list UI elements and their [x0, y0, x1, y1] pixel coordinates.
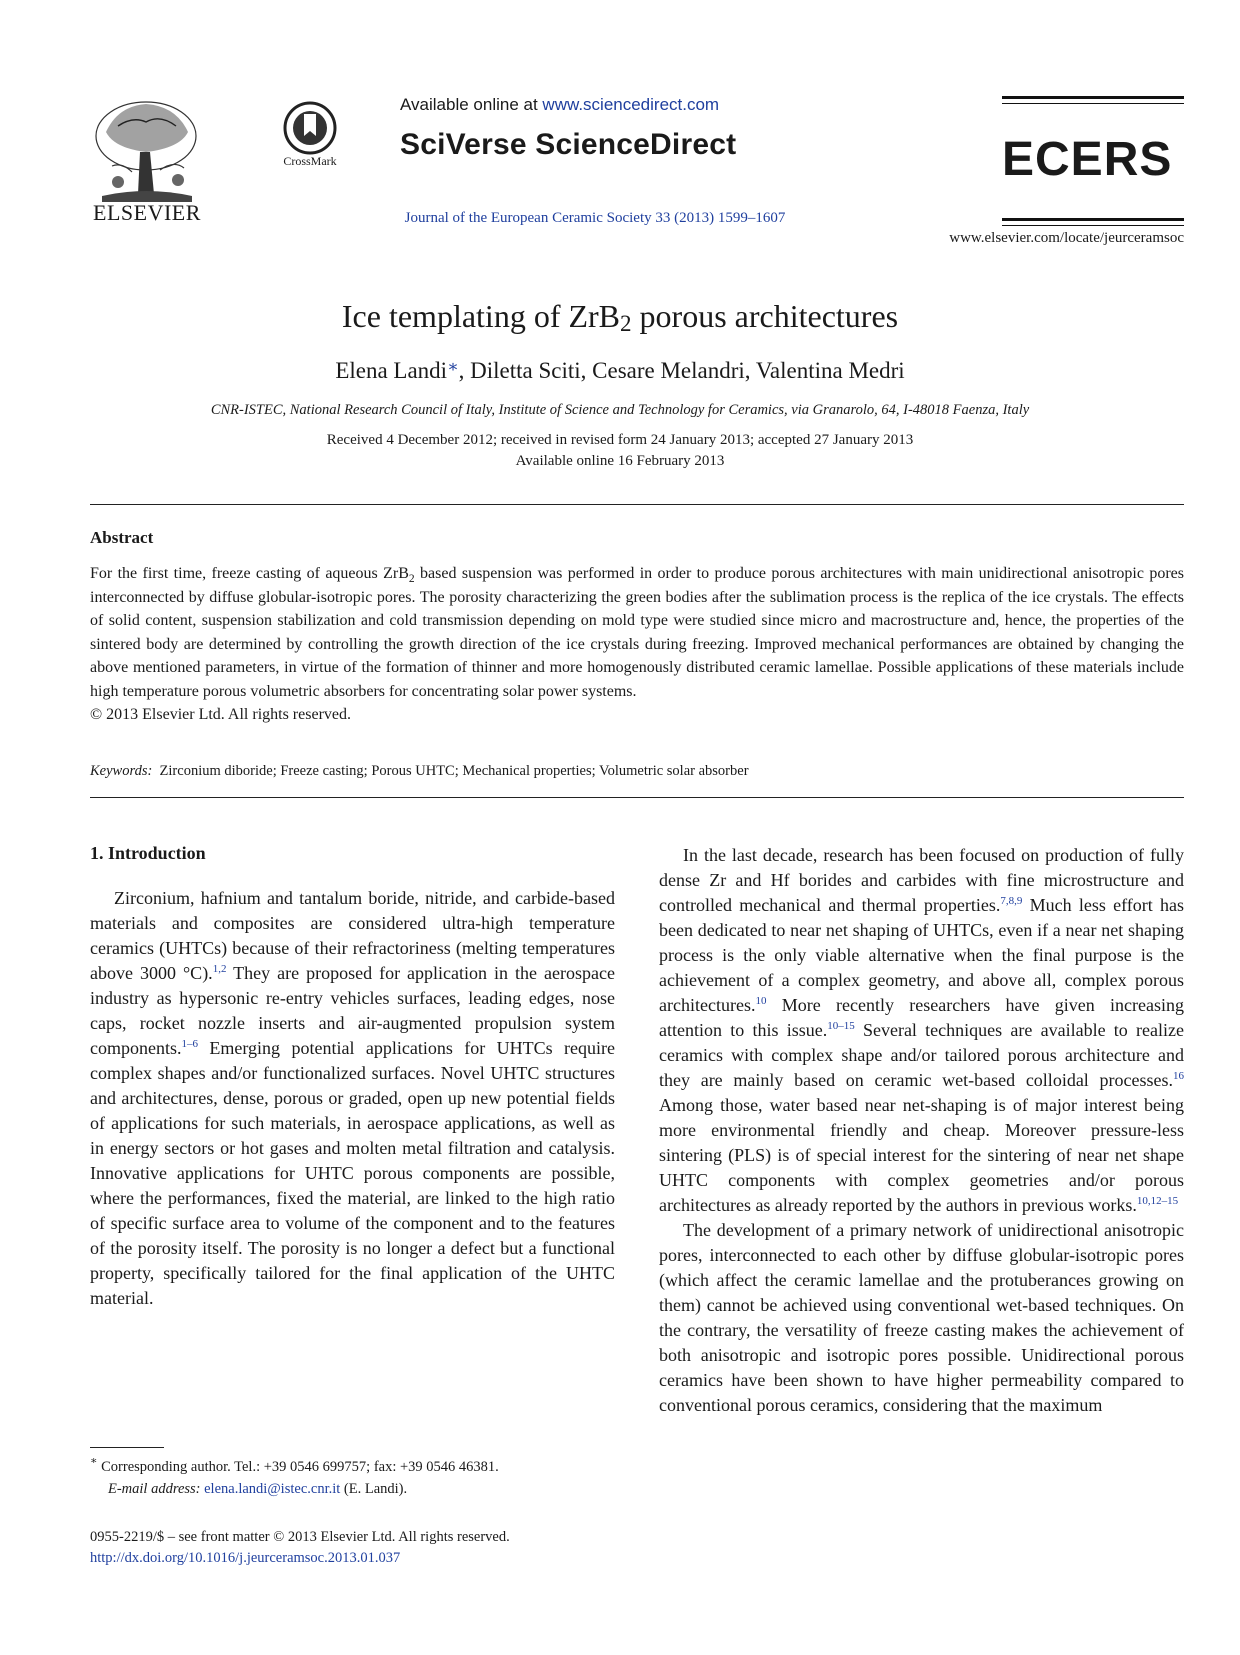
sciencedirect-link[interactable]: www.sciencedirect.com [542, 95, 720, 114]
intro-paragraph-1: Zirconium, hafnium and tantalum boride, nitride, and carbide-based materials and composites are considered ultra-high temperature ceramics (UHTCs) because of their refractoriness (melting temperatures above 3000 °C).$^{1,2}$ They are proposed for application in the aerospace industry as hypersonic re-entry vehicles surfaces, leading edges, nose caps, rocket nozzle inserts and air-augmented propulsion system components.$^{1-6}$ Emerging potential applications for UHTCs require complex shapes and/or functionalized surfaces. Novel UHTC structures and architectures, dense, porous or graded, open up new potential fields of applications for such materials, in aerospace applications, as well as in energy sectors or hot gases and molten metal filtration and catalysis. Innovative applications for UHTC porous components are possible, where the performances, fixed the material, are linked to the high ratio of specific surface area to volume of the component and to the features of the porosity itself. The porosity is no longer a defect but a functional property, specifically tailored for the final application of the UHTC material. [90, 888, 615, 1308]
left-column [90, 886, 615, 1311]
email-label: E-mail address: [108, 1481, 201, 1497]
title-prefix: Ice templating of ZrB [341, 298, 621, 334]
author-email-link[interactable]: elena.landi@istec.cnr.it [204, 1481, 341, 1497]
doi-link[interactable]: http://dx.doi.org/10.1016/j.jeurceramsoc.2013.01.037 [90, 1550, 401, 1566]
email-suffix: (E. Landi). [340, 1481, 408, 1497]
citation-link[interactable]: 7,8,9 [1000, 895, 1023, 907]
issn-line: 0955-2219/$ – see front matter © 2013 Elsevier Ltd. All rights reserved. [90, 1529, 510, 1545]
section-heading-introduction: 1. Introduction [90, 843, 206, 863]
citation-link[interactable]: 10 [755, 995, 767, 1007]
citation-link[interactable]: 1–6 [181, 1038, 198, 1050]
article-dates [100, 430, 1140, 472]
sciverse-sciencedirect-logo: SciVerse ScienceDirect [400, 128, 737, 161]
title-subscript: 2 [620, 310, 632, 336]
footnote-rule [90, 1447, 164, 1448]
citation-link[interactable]: 10–15 [827, 1020, 855, 1032]
citation-link[interactable]: 1,2 [212, 963, 227, 975]
keywords-label: Keywords: [90, 763, 153, 779]
keywords-list: Zirconium diboride; Freeze casting; Porous UHTC; Mechanical properties; Volumetric solar absorber [159, 763, 749, 779]
abstract-text: For the first time, freeze casting of aqueous ZrB$_2$ based suspension was performed in order to produce porous architectures with main unidirectional anisotropic pores interconnected by diffuse globular-isotropic pores. The porosity characterizing the green bodies after the sublimation process is the replica of the ice crystals. The effects of solid content, suspension stabilization and cold transmission depending on mold type were studied since micro and macrostructure and, hence, the properties of the sintered body are determined by controlling the growth direction of the ice crystals during freezing. Improved mechanical performances are obtained by changing the above mentioned parameters, in virtue of the formation of thinner and more homogenously distributed ceramic lamellae. Possible applications of these materials include high temperature porous volumetric absorbers for concentrating solar power systems. [90, 565, 1184, 700]
abstract-bottom-rule [90, 797, 1184, 798]
received-dates: Received 4 December 2012; received in revised form 24 January 2013; accepted 27 January 2013 [326, 432, 914, 448]
ecers-bottom-rule [1002, 218, 1184, 226]
corresponding-author-mark[interactable]: ∗ [447, 357, 459, 376]
journal-citation-link[interactable]: Journal of the European Ceramic Society 33 (2013) 1599–1607 [404, 210, 786, 226]
ecers-top-rule [1002, 96, 1184, 104]
abstract-subscript: 2 [408, 573, 415, 585]
corresponding-author-footnote [90, 1456, 650, 1500]
abstract-heading: Abstract [90, 528, 154, 547]
citation-link[interactable]: 10,12–15 [1136, 1195, 1179, 1207]
keywords [90, 763, 1184, 780]
article-title [100, 298, 1140, 335]
available-online-line [400, 95, 800, 115]
footnote-mark: ∗ [90, 1455, 98, 1467]
available-online-date: Available online 16 February 2013 [515, 453, 725, 469]
front-matter [90, 1527, 650, 1569]
footnote-contact: Corresponding author. Tel.: +39 0546 699757; fax: +39 0546 46381. [97, 1459, 499, 1475]
author-list [100, 358, 1140, 384]
citation-link[interactable]: 16 [1173, 1070, 1184, 1082]
other-authors: , Diletta Sciti, Cesare Melandri, Valentina Medri [458, 358, 905, 383]
affiliation: CNR-ISTEC, National Research Council of Italy, Institute of Science and Technology for Ceramics, via Granarolo, 64, I-48018 Faenza, Italy [210, 402, 1030, 418]
crossmark-label: CrossMark [283, 154, 337, 168]
first-author: Elena Landi [335, 358, 448, 383]
ecers-society-logo: ECERS [1002, 133, 1173, 186]
journal-homepage-url: www.elsevier.com/locate/jeurceramsoc [949, 230, 1184, 246]
available-online-prefix: Available online at [400, 95, 538, 114]
abstract-body [90, 562, 1184, 727]
abstract-top-rule [90, 504, 1184, 505]
copyright-line: © 2013 Elsevier Ltd. All rights reserved. [90, 706, 351, 723]
publisher-name: ELSEVIER [93, 200, 201, 225]
right-column [659, 843, 1184, 1418]
intro-paragraph-2: In the last decade, research has been focused on production of fully dense Zr and Hf borides and carbides with fine microstructure and controlled mechanical and thermal properties.$^{7,8,9}$ Much less effort has been dedicated to near net shaping of UHTCs, even if a near net shaping process is the only viable alternative when the final purpose is the achievement of a complex geometry, and above all, complex porous architectures.$^{10}$ More recently researchers have given increasing attention to this issue.$^{10-15}$ Several techniques are available to realize ceramics with complex shape and/or tailored porous architecture and they are mainly based on ceramic wet-based colloidal processes.$^{16}$ Among those, water based near net-shaping is of major interest being more environmental friendly and cheap. Moreover pressure-less sintering (PLS) is of special interest for the sintering of near net shape UHTC components with complex geometries and/or porous architectures as already reported by the authors in previous works.$^{10,12-15}$ [659, 845, 1184, 1215]
title-suffix: porous architectures [631, 298, 899, 334]
intro-paragraph-3: The development of a primary network of unidirectional anisotropic pores, interconnected to each other by diffuse globular-isotropic pores (which affect the ceramic lamellae and the protuberances growing on them) cannot be achieved using conventional wet-based techniques. On the contrary, the versatility of freeze casting makes the achievement of both anisotropic and isotropic pores possible. Unidirectional porous ceramics have been shown to have higher permeability compared to conventional porous ceramics, considering that the maximum [659, 1220, 1184, 1415]
